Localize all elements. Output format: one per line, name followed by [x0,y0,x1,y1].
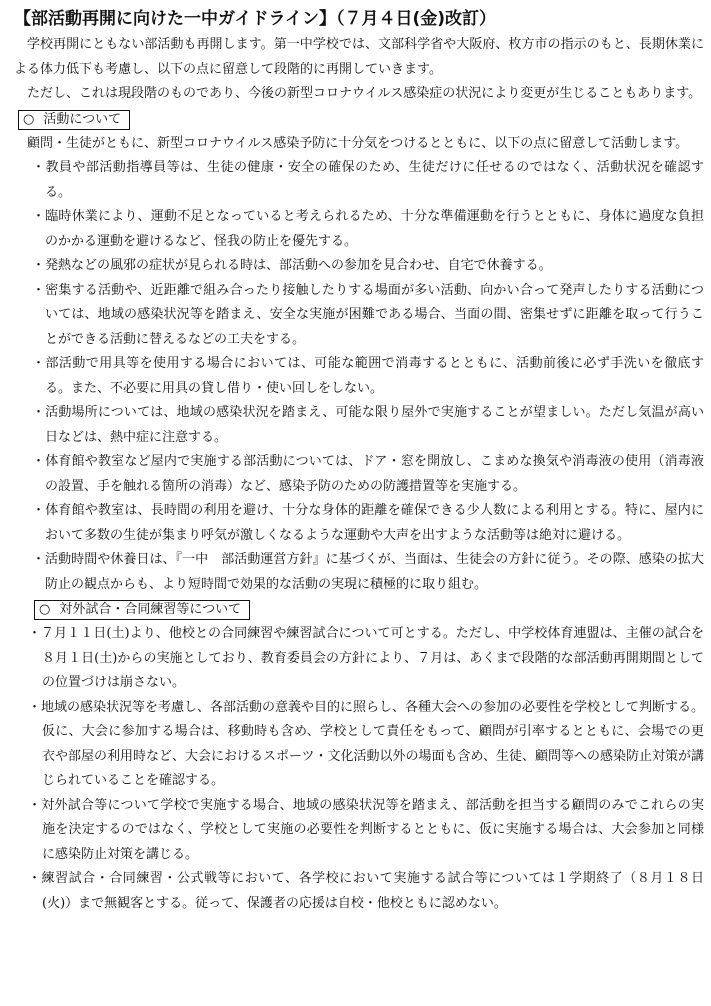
section-heading-label: 対外試合・合同練習等について [59,602,242,617]
intro-paragraph-2: ただし、これは現段階のものであり、今後の新型コロナウイルス感染症の状況により変更が生じることもあります。 [27,86,702,101]
list-item: ・臨時休業により、運動不足となっていると考えられるため、十分な準備運動を行うとともに、身体に過度な負担のかかる運動を避けるなど、怪我の防止を優先する。 [32,209,704,249]
list-item: ・練習試合・合同練習・公式戦等において、各学校において実施する試合等については１学期終了（８月１８日(火)）まで無観客とする。従って、保護者の応援は自校・他校ともに認めない。 [28,871,704,911]
section-lead-paragraph: 顧問・生徒がともに、新型コロナウイルス感染予防に十分気をつけるとともに、以下の点に留意して活動します。 [27,135,689,151]
list-item: ・体育館や教室は、長時間の利用を避け、十分な身体的距離を確保できる少人数による利用とする。特に、屋内において多数の生徒が集まり呼気が激しくなるような運動や大声を出すような活動等は絶対に避ける。 [32,503,704,543]
list-item: ・体育館や教室など屋内で実施する部活動については、ドア・窓を開放し、こまめな換気や消毒液の使用（消毒液の設置、手を触れる箇所の消毒）など、感染予防のための防護措置等を実施する。 [32,454,704,494]
list-item: ・発熱などの風邪の症状が見られる時は、部活動への参加を見合わせ、自宅で休養する。 [32,258,552,273]
section-heading-activities [18,110,130,130]
list-item: ・部活動で用具等を使用する場合においては、可能な範囲で消毒するとともに、活動前後に必ず手洗いを徹底する。また、不必要に用具の貸し借り・使い回しをしない。 [32,356,704,396]
list-item: ・密集する活動や、近距離で組み合ったり接触したりする場面が多い活動、向かい合って発声したりする活動については、地域の感染状況等を踏まえ、安全な実施が困難である場合、当面の間、密集せずに距離を取って行うことができる活動に替えるなどの工夫をする。 [32,282,704,347]
list-item: ・活動時間や休養日は、『一中 部活動運営方針』に基づくが、当面は、生徒会の方針に従う。その際、感染の拡大防止の観点からも、より短時間で効果的な活動の実現に積極的に取り組む。 [32,552,704,592]
circle-icon: ○ [23,111,35,127]
external-matches-list [14,622,704,916]
list-item: ・活動場所については、地域の感染状況を踏まえ、可能な限り屋外で実施することが望ましい。ただし気温が高い日などは、熱中症に注意する。 [32,405,704,445]
list-item: ・地域の感染状況等を考慮し、各部活動の意義や目的に照らし、各種大会への参加の必要性を学校として判断する。仮に、大会に参加する場合は、移動時も含め、学校として責任をもって、顧問が引率するとともに、会場での更衣や部屋の利用時など、大会におけるスポーツ・文化活動以外の場面も含め、生徒、顧問等への感染防止対策が講じられていることを確認する。 [28,699,705,788]
document-title: 【部活動再開に向けた一中ガイドライン】（７月４日(金)改訂） [14,9,497,29]
list-item: ・教員や部活動指導員等は、生徒の健康・安全の確保のため、生徒だけに任せるのではなく、活動状況を確認する。 [32,160,704,200]
circle-icon: ○ [39,602,51,617]
list-item: ・７月１１日(土)より、他校との合同練習や練習試合について可とする。ただし、中学校体育連盟は、主催の試合を８月１日(土)からの実施としており、教育委員会の方針により、７月は、あくまで段階的な部活動再開期間としての位置づけは崩さない。 [28,626,704,690]
intro-paragraph-1: 学校再開にともない部活動も再開します。第一中学校では、文部科学省や大阪府、枚方市の指示のもと、長期休業による体力低下も考慮し、以下の点に留意して段階的に再開していきます。 [14,37,704,77]
document [14,6,704,916]
activities-list [14,156,704,597]
section-heading-label: 活動について [43,111,122,127]
list-item: ・対外試合等について学校で実施する場合、地域の感染状況等を踏まえ、部活動を担当する顧問のみでこれらの実施を決定するのではなく、学校として実施の必要性を判断するとともに、仮に実施する場合は、大会参加と同様に感染防止対策を講じる。 [28,797,704,862]
section-heading-external-matches [34,600,250,620]
